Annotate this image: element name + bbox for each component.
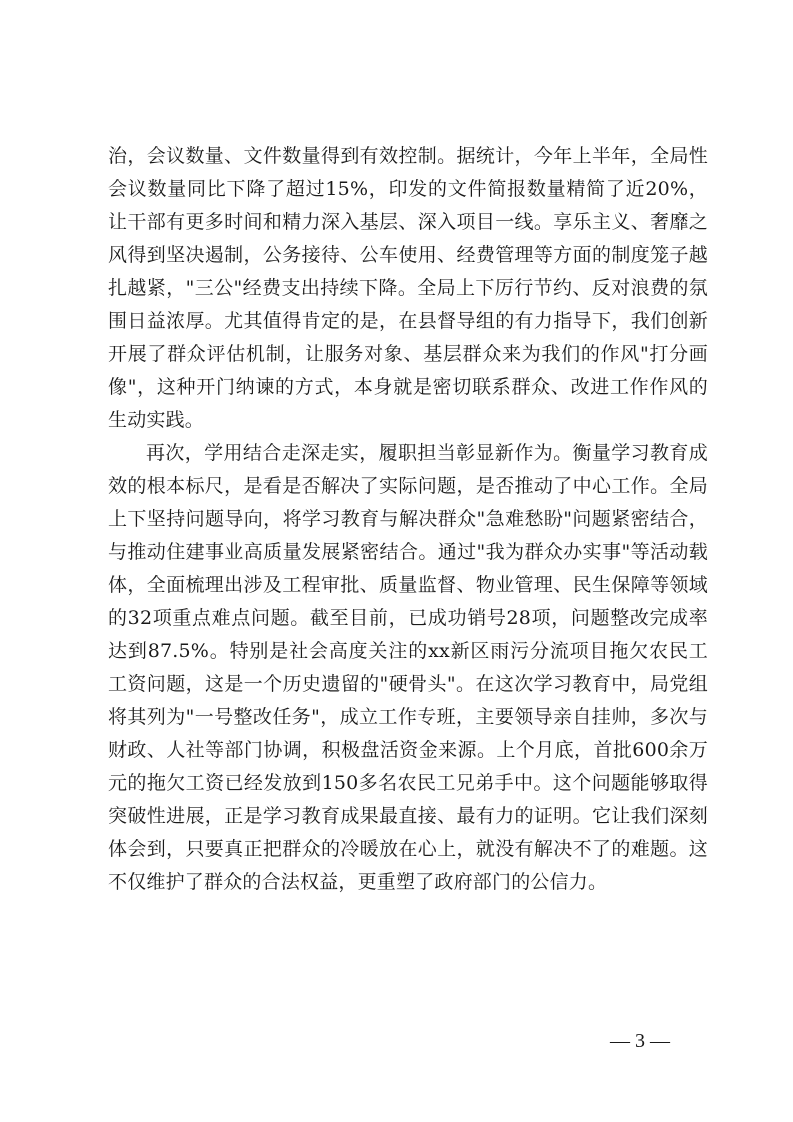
page-number: — 3 — (610, 1030, 670, 1052)
document-body (108, 140, 708, 899)
paragraph-continuation: 治，会议数量、文件数量得到有效控制。据统计，今年上半年，全局性会议数量同比下降了超过15%，印发的文件简报数量精简了近20%，让干部有更多时间和精力深入基层、深入项目一线。享乐主义、奢靡之风得到坚决遏制，公务接待、公车使用、经费管理等方面的制度笼子越扎越紧，"三公"经费支出持续下降。全局上下厉行节约、反对浪费的氛围日益浓厚。尤其值得肯定的是，在县督导组的有力指导下，我们创新开展了群众评估机制，让服务对象、基层群众来为我们的作风"打分画像"，这种开门纳谏的方式，本身就是密切联系群众、改进工作作风的生动实践。 (108, 145, 708, 431)
paragraph-second: 再次，学用结合走深走实，履职担当彰显新作为。衡量学习教育成效的根本标尺，是看是否解决了实际问题，是否推动了中心工作。全局上下坚持问题导向，将学习教育与解决群众"急难愁盼"问题紧密结合，与推动住建事业高质量发展紧密结合。通过"我为群众办实事"等活动载体，全面梳理出涉及工程审批、质量监督、物业管理、民生保障等领域的32项重点难点问题。截至目前，已成功销号28项，问题整改完成率达到87.5%。特别是社会高度关注的xx新区雨污分流项目拖欠农民工工资问题，这是一个历史遗留的"硬骨头"。在这次学习教育中，局党组将其列为"一号整改任务"，成立工作专班，主要领导亲自挂帅，多次与财政、人社等部门协调，积极盘活资金来源。上个月底，首批600余万元的拖欠工资已经发放到150多名农民工兄弟手中。这个问题能够取得突破性进展，正是学习教育成果最直接、最有力的证明。它让我们深刻体会到，只要真正把群众的冷暖放在心上，就没有解决不了的难题。这不仅维护了群众的合法权益，更重塑了政府部门的公信力。 (108, 442, 708, 893)
